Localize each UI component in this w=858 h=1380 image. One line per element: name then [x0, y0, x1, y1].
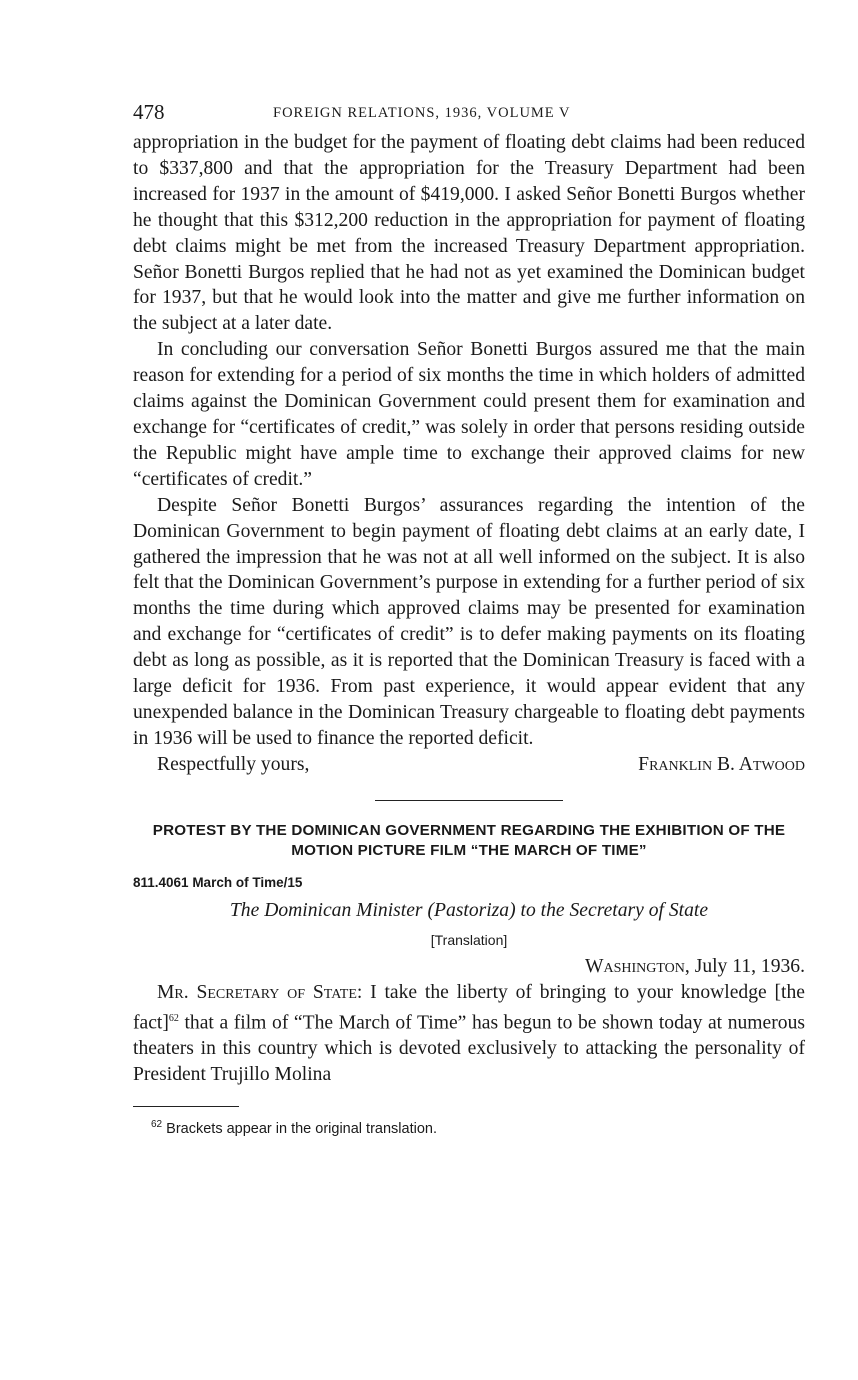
letter-text-before-ref: I take the liberty of bringing to your knowledge [the fact]	[133, 981, 805, 1034]
footnote-text: Brackets appear in the original translation.	[166, 1120, 437, 1137]
letter-salutation: Mr. Secretary of State:	[157, 981, 363, 1003]
dateline-date: July 11, 1936.	[694, 955, 805, 977]
file-reference: 811.4061 March of Time/15	[133, 874, 303, 890]
page-header	[133, 96, 805, 130]
section-divider	[375, 800, 563, 801]
signature: Franklin B. Atwood	[638, 753, 805, 775]
document-page	[133, 96, 805, 1137]
footnote	[133, 1119, 805, 1137]
letter-text-after-ref: that a film of “The March of Time” has begun to be shown today at numerous theaters in this country which is devoted exclusively to attacking the personality of President Trujillo Molina	[133, 1012, 805, 1085]
document-title: The Dominican Minister (Pastoriza) to the Secretary of State	[229, 899, 709, 921]
letter-closing	[133, 752, 805, 782]
body-text	[133, 130, 805, 752]
letter-paragraph	[133, 980, 805, 1088]
paragraph: Despite Señor Bonetti Burgos’ assurances regarding the intention of the Dominican Government to begin payment of floating debt claims at an early date, I gathered the impression that he was not at all well informed on the subject. It is also felt that the Dominican Government’s purpose in extending for a further period of six months the time during which approved claims may be presented for examination and exchange for “certificates of credit” is to defer making payments on its floating debt as long as possible, as it is reported that the Dominican Treasury is faced with a large deficit for 1936. From past experience, it would appear evident that any unexpended balance in the Dominican Treasury chargeable to floating debt payments in 1936 will be used to finance the reported deficit.	[133, 494, 805, 749]
footnote-reference: 62	[168, 1012, 179, 1024]
dateline-place: Washington,	[584, 955, 690, 977]
footnote-marker: 62	[151, 1118, 163, 1130]
running-head: FOREIGN RELATIONS, 1936, VOLUME V	[273, 105, 571, 121]
translation-note: [Translation]	[430, 931, 508, 948]
footnote-divider	[133, 1106, 239, 1107]
paragraph: appropriation in the budget for the payment of floating debt claims had been reduced to $337,800 and that the appropriation for the Treasury Department had been increased for 1937 in the amount of $419,000. I asked Señor Bonetti Burgos whether he thought that this $312,200 reduction in the appropriation for payment of floating debt claims might be met from the increased Treasury Department appropriation. Señor Bonetti Burgos replied that he had not as yet examined the Dominican budget for 1937, but that he would look into the matter and give me further information on the subject at a later date.	[133, 132, 805, 335]
section-title: PROTEST BY THE DOMINICAN GOVERNMENT REGARDING THE EXHIBITION OF THE MOTION PICTURE FILM “THE MARCH OF TIME”	[152, 821, 786, 859]
paragraph: In concluding our conversation Señor Bonetti Burgos assured me that the main reason for extending for a period of six months the time in which holders of admitted claims against the Dominican Government could present them for examination and exchange for “certificates of credit,” was solely in order that persons residing outside the Republic might have ample time to exchange their approved claims for new “certificates of credit.”	[133, 339, 805, 490]
closing-salutation: Respectfully yours,	[157, 753, 310, 775]
dateline	[133, 956, 805, 978]
page-number: 478	[133, 100, 165, 124]
